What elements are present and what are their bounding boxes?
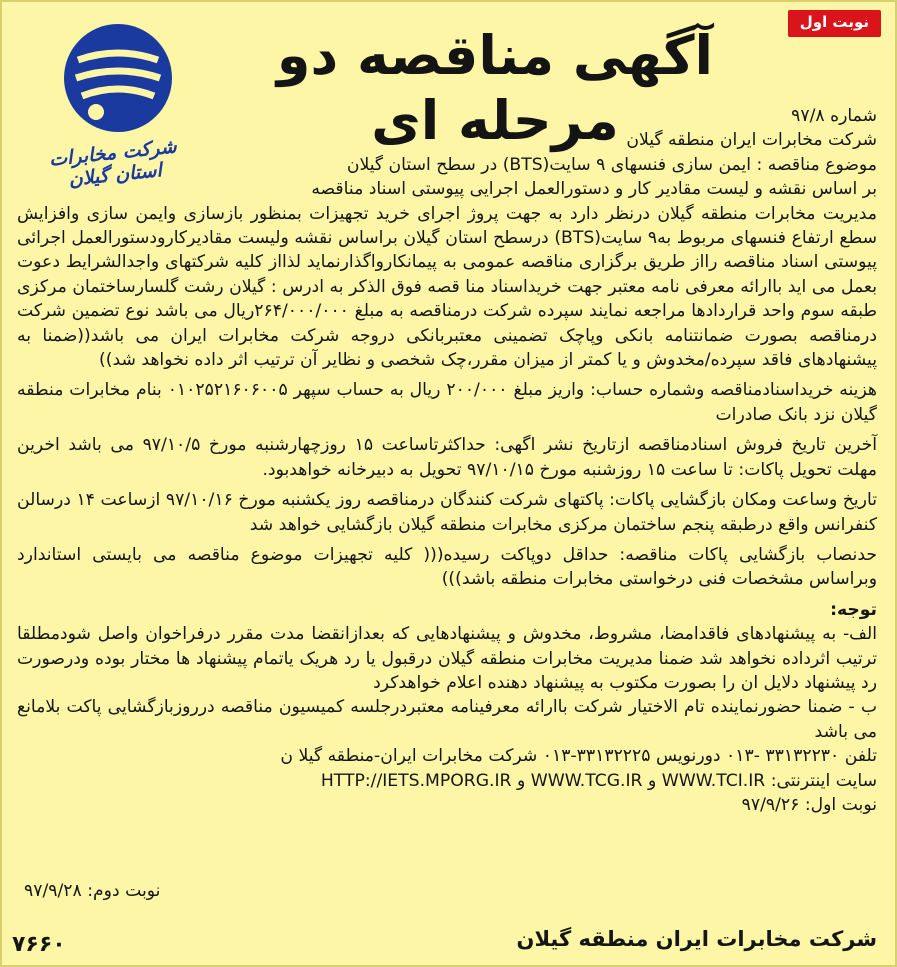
tender-basis: بر اساس نقشه و لیست مقادیر کار و دستورالعمل اجرایی پیوستی اسناد مناقصه bbox=[311, 179, 877, 200]
publication-badge: نوبت اول bbox=[788, 10, 881, 37]
website-value: HTTP://IETS.MPORG.IR و WWW.TCG.IR و WWW.TCI.IR bbox=[320, 770, 766, 791]
tender-subject: موضوع مناقصه : ایمن سازی فنسهای ۹ سایت(BTS) در سطح استان گیلان bbox=[346, 154, 877, 175]
second-publish-date: نوبت دوم: ۹۷/۹/۲۸ bbox=[24, 881, 161, 901]
contact-phone: تلفن ۳۳۱۳۲۲۳۰ -۰۱۳ دورنویس ۳۳۱۳۲۲۲۵-۰۱۳ شرکت مخابرات ایران-منطقه گیلا ن bbox=[280, 746, 877, 767]
issuer-name: شرکت مخابرات ایران منطقه گیلان bbox=[626, 130, 877, 151]
notes-heading: توجه: bbox=[830, 599, 877, 620]
contact-website bbox=[17, 769, 877, 793]
tender-number: شماره ۹۷/۸ bbox=[791, 106, 877, 126]
opening-paragraph: تاریخ وساعت ومکان بازگشایی پاکات: پاکتهای شرکت کنندگان درمناقصه روز یکشنبه مورخ ۹۷/۱۰/۱۶ ازساعت ۱۴ درسالن کنفرانس واقع درطبقه پنجم ساختمان مرکزی مخابرات منطقه گیلان بازگشایی خواهد شد bbox=[17, 490, 877, 535]
website-label: سایت اینترنتی: bbox=[770, 770, 877, 791]
note-a: الف- به پیشنهادهای فاقدامضا، مشروط، مخدوش و پیشنهادهایی که بعدازانقضا مدت مقرر درفراخوان واصل شودمطلقا ترتیب اثرداده نخواهد شد ضمنا مدیریت مخابرات منطقه گیلان درقبول یا رد هریک یاتمام پیشنهاد ها مختار بوده ودرصورت رد پیشنهاد دلایل ان را بصورت مکتوب به پیشنهاد دهنده اعلام خواهدکرد bbox=[17, 624, 877, 693]
first-publish-date: نوبت اول: ۹۷/۹/۲۶ bbox=[741, 794, 877, 815]
deadline-paragraph: آخرین تاریخ فروش اسنادمناقصه ازتاریخ نشر اگهی: حداکثرتاساعت ۱۵ روزچهارشنبه مورخ ۹۷/۱۰/۵ می باشد اخرین مهلت تحویل پاکات: تا ساعت ۱۵ روزشنبه مورخ ۹۷/۱۰/۱۵ تحویل به دبیرخانه خواهدبود. bbox=[17, 435, 878, 480]
intro-block bbox=[237, 104, 877, 202]
page-title: آگهی مناقصه دو مرحله ای bbox=[276, 24, 714, 152]
ad-number: ۷۶۶۰ bbox=[12, 932, 66, 957]
quorum-paragraph: حدنصاب بازگشایی پاکات مناقصه: حداقل دوپاکت رسیده((( کلیه تجهیزات موضوع مناقصه می بایستی استاندارد وبراساس مشخصات فنی درخواستی مخابرات منطقه باشد))) bbox=[17, 544, 877, 590]
main-paragraph: مدیریت مخابرات منطقه گیلان درنظر دارد به جهت پروژ اجرای خرید تجهیزات بمنظور بازسازی وایمن سازی وافزایش سطع ارتفاع فنسهای مربوط به۹ سایت(BTS) درسطح استان گیلان براساس نقشه ولیست مقادیرکارودستورالعمل اجرائی پیوستی اسناد مناقصه رااز طریق برگزاری مناقصه عمومی به پیمانکارواگذارنماید لذااز کلیه شرکتهای واجدالشرایط دعوت بعمل می اید باارائه معرفی نامه معتبر جهت خریداسناد منا قصه فوق الذکر به ادرس : گیلان رشت گلسارساختمان مرکزی طبقه سوم واحد قراردادها مراجعه نمایند سپرده شرکت درمناقصه به مبلغ ۲۶۴/۰۰۰/۰۰۰ریال می باشد نوع تضمین شرکت درمناقصه بصورت ضمانتنامه بانکی وپاچک تضمینی معتبربانکی دروجه شرکت مخابرات ایران می باشد((ضمنا به پیشنهادهای فاقد سپرده/مخدوش و یا کمتر از میزان مقرر،چک شخصی و نظایر آن ترتیب اثر داده نخواهد شد)) bbox=[17, 203, 878, 371]
document-cost-paragraph: هزینه خریداسنادمناقصه وشماره حساب: واریز مبلغ ۲۰۰/۰۰۰ ریال به حساب سپهر ۰۱۰۲۵۲۱۶۰۶۰۰۵ بنام مخابرات منطقه گیلان نزد بانک صادرات bbox=[17, 380, 877, 425]
advertisement-body bbox=[17, 104, 877, 817]
footer-company: شرکت مخابرات ایران منطقه گیلان bbox=[516, 927, 877, 951]
logo-caption: شرکت مخابرات استان گیلان bbox=[48, 135, 178, 191]
note-b: ب - ضمنا حضورنماینده تام الاختیار شرکت باارائه معرفینامه معتبردرجلسه کمیسیون مناقصه درروزبازگشایی پاکت بلامانع می باشد bbox=[17, 697, 877, 742]
